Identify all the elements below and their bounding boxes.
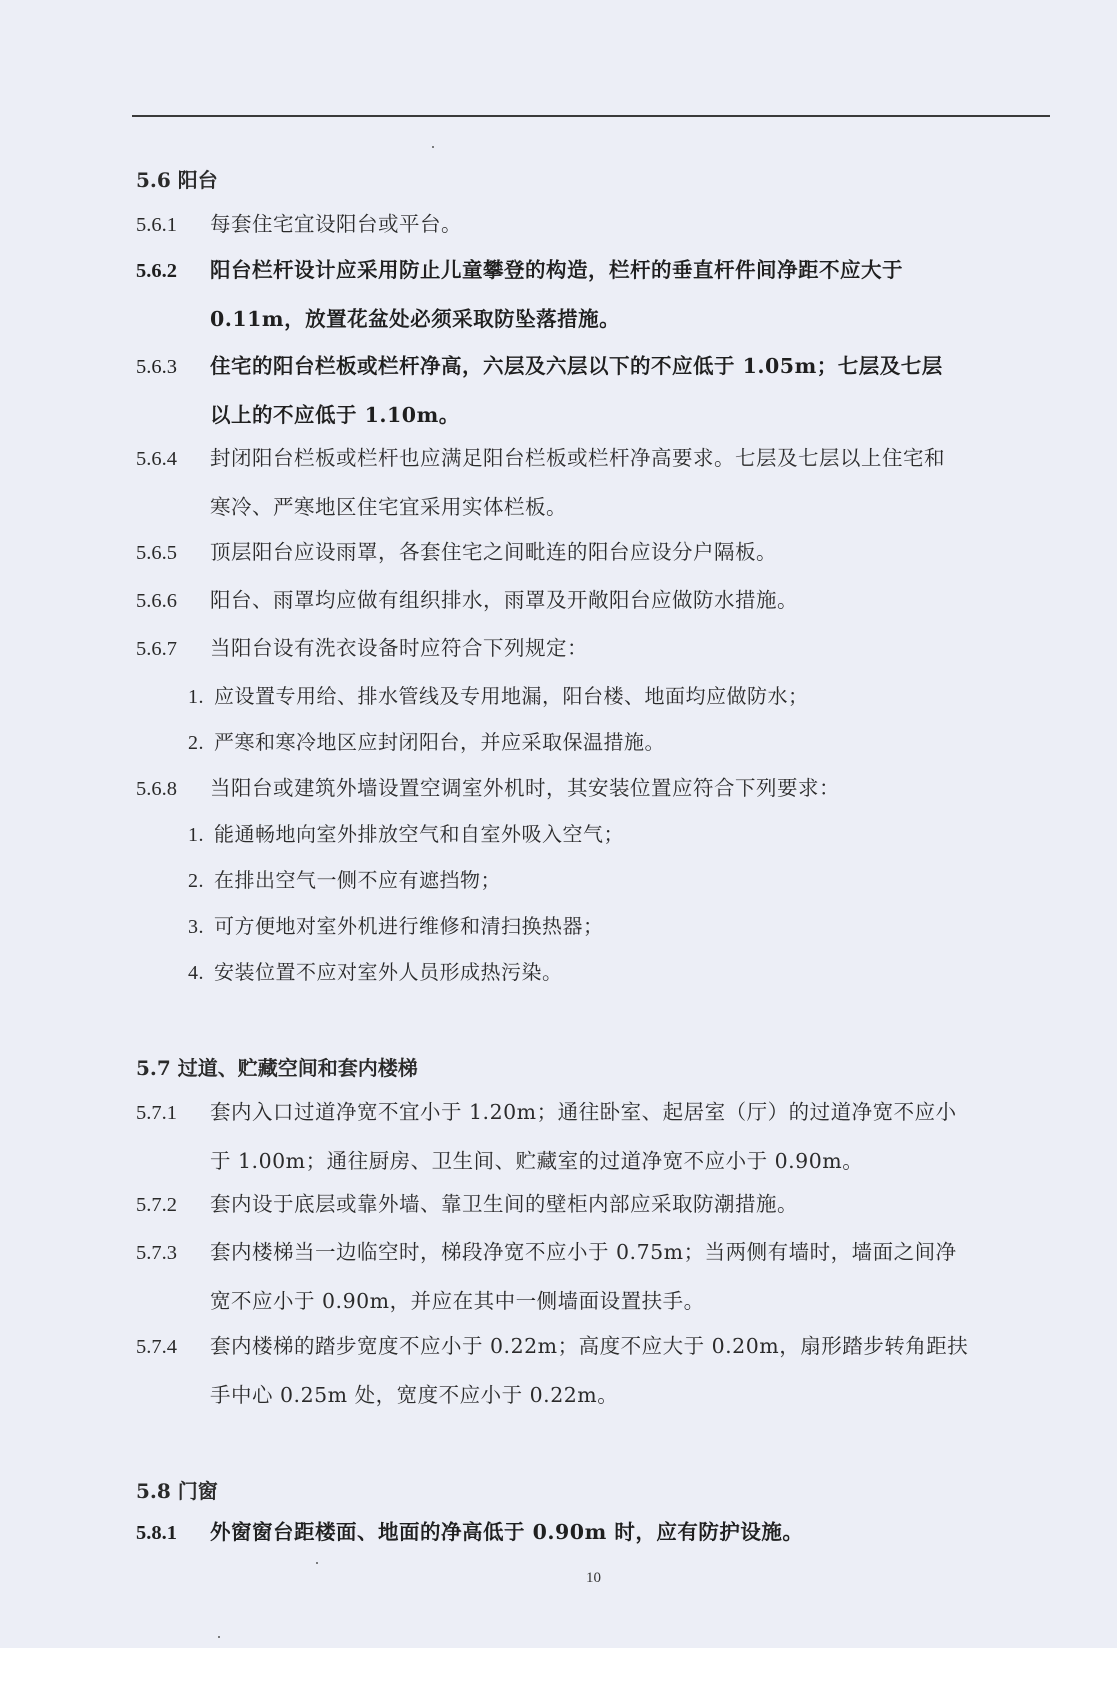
clause-text-continued: 寒冷、严寒地区住宅宜采用实体栏板。 [210, 495, 567, 519]
clause-number: 5.6.7 [136, 638, 177, 660]
clause-text: 套内楼梯的踏步宽度不应小于 0.22m；高度不应大于 0.20m，扇形踏步转角距扶 [210, 1334, 969, 1358]
list-item [188, 810, 624, 859]
item-text: 能通畅地向室外排放空气和自室外吸入空气； [214, 822, 624, 846]
clause-number: 5.6.1 [136, 214, 177, 236]
clause-text: 套内楼梯当一边临空时，梯段净宽不应小于 0.75m；当两侧有墙时，墙面之间净 [210, 1240, 957, 1264]
clause-number: 5.6.6 [136, 590, 177, 612]
list-item [188, 902, 604, 951]
clause-text: 住宅的阳台栏板或栏杆净高，六层及六层以下的不应低于 1.05m；七层及七层 [210, 354, 943, 378]
clause-5-7-1 [136, 1088, 1050, 1185]
clause-5-8-1 [136, 1508, 1050, 1557]
clause-5-6-8 [136, 764, 1050, 813]
clause-text: 当阳台设有洗衣设备时应符合下列规定： [210, 636, 588, 660]
list-item [188, 718, 665, 767]
clause-number: 5.8.1 [136, 1522, 177, 1544]
clause-number: 5.7.3 [136, 1242, 177, 1264]
clause-text: 封闭阳台栏板或栏杆也应满足阳台栏板或栏杆净高要求。七层及七层以上住宅和 [210, 446, 945, 470]
clause-5-6-5 [136, 528, 1050, 577]
clause-text-continued: 手中心 0.25m 处，宽度不应小于 0.22m。 [210, 1383, 619, 1407]
section-title-5-6: 5.6 阳台 [136, 168, 218, 192]
item-number: 2. [188, 870, 204, 892]
clause-5-7-4 [136, 1322, 1050, 1419]
clause-5-6-4 [136, 434, 1050, 531]
clause-number: 5.6.8 [136, 778, 177, 800]
clause-text: 外窗窗台距楼面、地面的净高低于 0.90m 时，应有防护设施。 [210, 1520, 804, 1544]
header-rule [132, 115, 1050, 117]
section-title-5-7: 5.7 过道、贮藏空间和套内楼梯 [136, 1056, 418, 1080]
clause-text: 每套住宅宜设阳台或平台。 [210, 212, 462, 236]
clause-number: 5.6.2 [136, 260, 177, 282]
clause-number: 5.6.5 [136, 542, 177, 564]
item-number: 2. [188, 732, 204, 754]
list-item [188, 856, 501, 905]
item-text: 严寒和寒冷地区应封闭阳台，并应采取保温措施。 [214, 730, 665, 754]
item-number: 1. [188, 686, 204, 708]
scan-speck [432, 146, 434, 148]
scan-speck [218, 1636, 220, 1638]
clause-text: 当阳台或建筑外墙设置空调室外机时，其安装位置应符合下列要求： [210, 776, 840, 800]
clause-5-6-6 [136, 576, 1050, 625]
list-item [188, 948, 563, 997]
page-number: 10 [586, 1570, 601, 1586]
clause-number: 5.7.2 [136, 1194, 177, 1216]
clause-5-6-2 [136, 246, 1050, 343]
list-item [188, 672, 809, 721]
clause-text-continued: 以上的不应低于 1.10m。 [210, 403, 460, 427]
clause-text: 顶层阳台应设雨罩，各套住宅之间毗连的阳台应设分户隔板。 [210, 540, 777, 564]
bottom-margin [0, 1648, 1117, 1700]
section-title-5-8: 5.8 门窗 [136, 1479, 218, 1503]
clause-text: 阳台、雨罩均应做有组织排水，雨罩及开敞阳台应做防水措施。 [210, 588, 798, 612]
item-text: 可方便地对室外机进行维修和清扫换热器； [214, 914, 604, 938]
item-text: 在排出空气一侧不应有遮挡物； [214, 868, 501, 892]
scan-speck [316, 1562, 318, 1564]
item-text: 安装位置不应对室外人员形成热污染。 [214, 960, 563, 984]
clause-5-7-2 [136, 1180, 1050, 1229]
clause-5-6-7 [136, 624, 1050, 673]
clause-text: 套内入口过道净宽不宜小于 1.20m；通往卧室、起居室（厅）的过道净宽不应小 [210, 1100, 957, 1124]
clause-text-continued: 0.11m，放置花盆处必须采取防坠落措施。 [210, 307, 621, 331]
item-text: 应设置专用给、排水管线及专用地漏，阳台楼、地面均应做防水； [214, 684, 809, 708]
clause-text-continued: 于 1.00m；通往厨房、卫生间、贮藏室的过道净宽不应小于 0.90m。 [210, 1149, 864, 1173]
clause-5-6-3 [136, 342, 1050, 439]
item-number: 4. [188, 962, 204, 984]
clause-number: 5.6.3 [136, 356, 177, 378]
clause-text: 套内设于底层或靠外墙、靠卫生间的壁柜内部应采取防潮措施。 [210, 1192, 798, 1216]
item-number: 3. [188, 916, 204, 938]
clause-5-6-1 [136, 200, 1050, 249]
clause-text: 阳台栏杆设计应采用防止儿童攀登的构造，栏杆的垂直杆件间净距不应大于 [210, 258, 903, 282]
clause-number: 5.7.4 [136, 1336, 177, 1358]
clause-text-continued: 宽不应小于 0.90m，并应在其中一侧墙面设置扶手。 [210, 1289, 705, 1313]
clause-number: 5.7.1 [136, 1102, 177, 1124]
item-number: 1. [188, 824, 204, 846]
clause-number: 5.6.4 [136, 448, 177, 470]
clause-5-7-3 [136, 1228, 1050, 1325]
